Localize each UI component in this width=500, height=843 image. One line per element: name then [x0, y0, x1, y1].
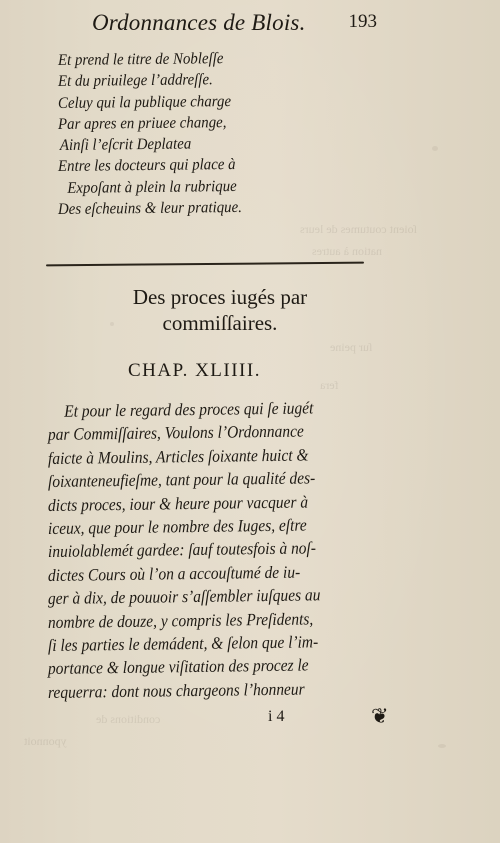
body-line: inuiolablemét gardee: ſauf toutesfois à noſ- [47, 538, 317, 562]
bleed-through-text: fera [320, 378, 339, 392]
bleed-through-text: yponnoit [24, 734, 67, 748]
body-line: par Commiſſaires, Voulons l’Ordonnance [47, 421, 304, 445]
verse-line: Des eſcheuins & leur pratique. [57, 199, 242, 219]
bleed-through-text: ſur peine [330, 340, 373, 354]
bleed-through-text: nation à autres [312, 244, 382, 258]
printer-ornament-icon: ❦ [371, 704, 389, 728]
body-line: ſoixanteneufieſme, tant pour la qualité des- [47, 468, 316, 492]
verse-line: Par apres en priuee change, [57, 113, 227, 133]
body-line: portance & longue viſitation des procez le [47, 655, 309, 679]
section-divider [46, 262, 364, 267]
bleed-through-text: conditions de [96, 712, 161, 726]
body-line: requerra: dont nous chargeons l’honneur [47, 679, 305, 702]
verse-line: Et du priuilege l’addreſſe. [57, 71, 213, 91]
verse-line: Expoſant à plein la rubrique [67, 177, 237, 197]
bleed-through-text: ſoient cou​tumes de leurs [300, 222, 417, 236]
body-line: ſi les parties le demádent, & ſelon que l’im- [47, 632, 319, 656]
body-line: ger à dix, de pouuoir s’aſſembler iuſques au [47, 585, 321, 609]
paper-spot [438, 744, 446, 748]
paper-spot [432, 146, 438, 151]
section-title-line: Des proces iugés par [132, 285, 308, 309]
body-line: nombre de douze, y compris les Preſidents, [47, 609, 314, 632]
verse-line: Et prend le titre de Nobleſſe [57, 50, 224, 69]
signature-mark: i 4 [268, 708, 285, 725]
running-title: Ordonnances de Blois. [92, 10, 306, 35]
body-line: Et pour le regard des proces qui ſe iugét [64, 398, 314, 421]
verse-line: Entre les docteurs qui place à [57, 156, 236, 176]
body-line: faicte à Moulins, Articles ſoixante huict & [47, 445, 309, 468]
body-line: dicts proces, iour & heure pour vacquer à [47, 492, 309, 515]
page-number: 193 [348, 11, 377, 32]
verse-block [58, 50, 308, 220]
body-paragraph [48, 400, 398, 704]
running-header [92, 10, 377, 44]
body-line: dictes Cours où l’on a accouſtumé de iu- [47, 562, 301, 585]
verse-line: Celuy qui la publique charge [57, 92, 232, 112]
chapter-heading: CHAP. XLIIII. [128, 360, 261, 381]
verse-line: Ainſi l’eſcrit Deplatea [59, 135, 192, 155]
body-line: iceux, que pour le nombre des Iuges, eſtre [47, 515, 307, 539]
section-title [60, 284, 380, 336]
section-title-line: commiſſaires. [162, 311, 278, 335]
